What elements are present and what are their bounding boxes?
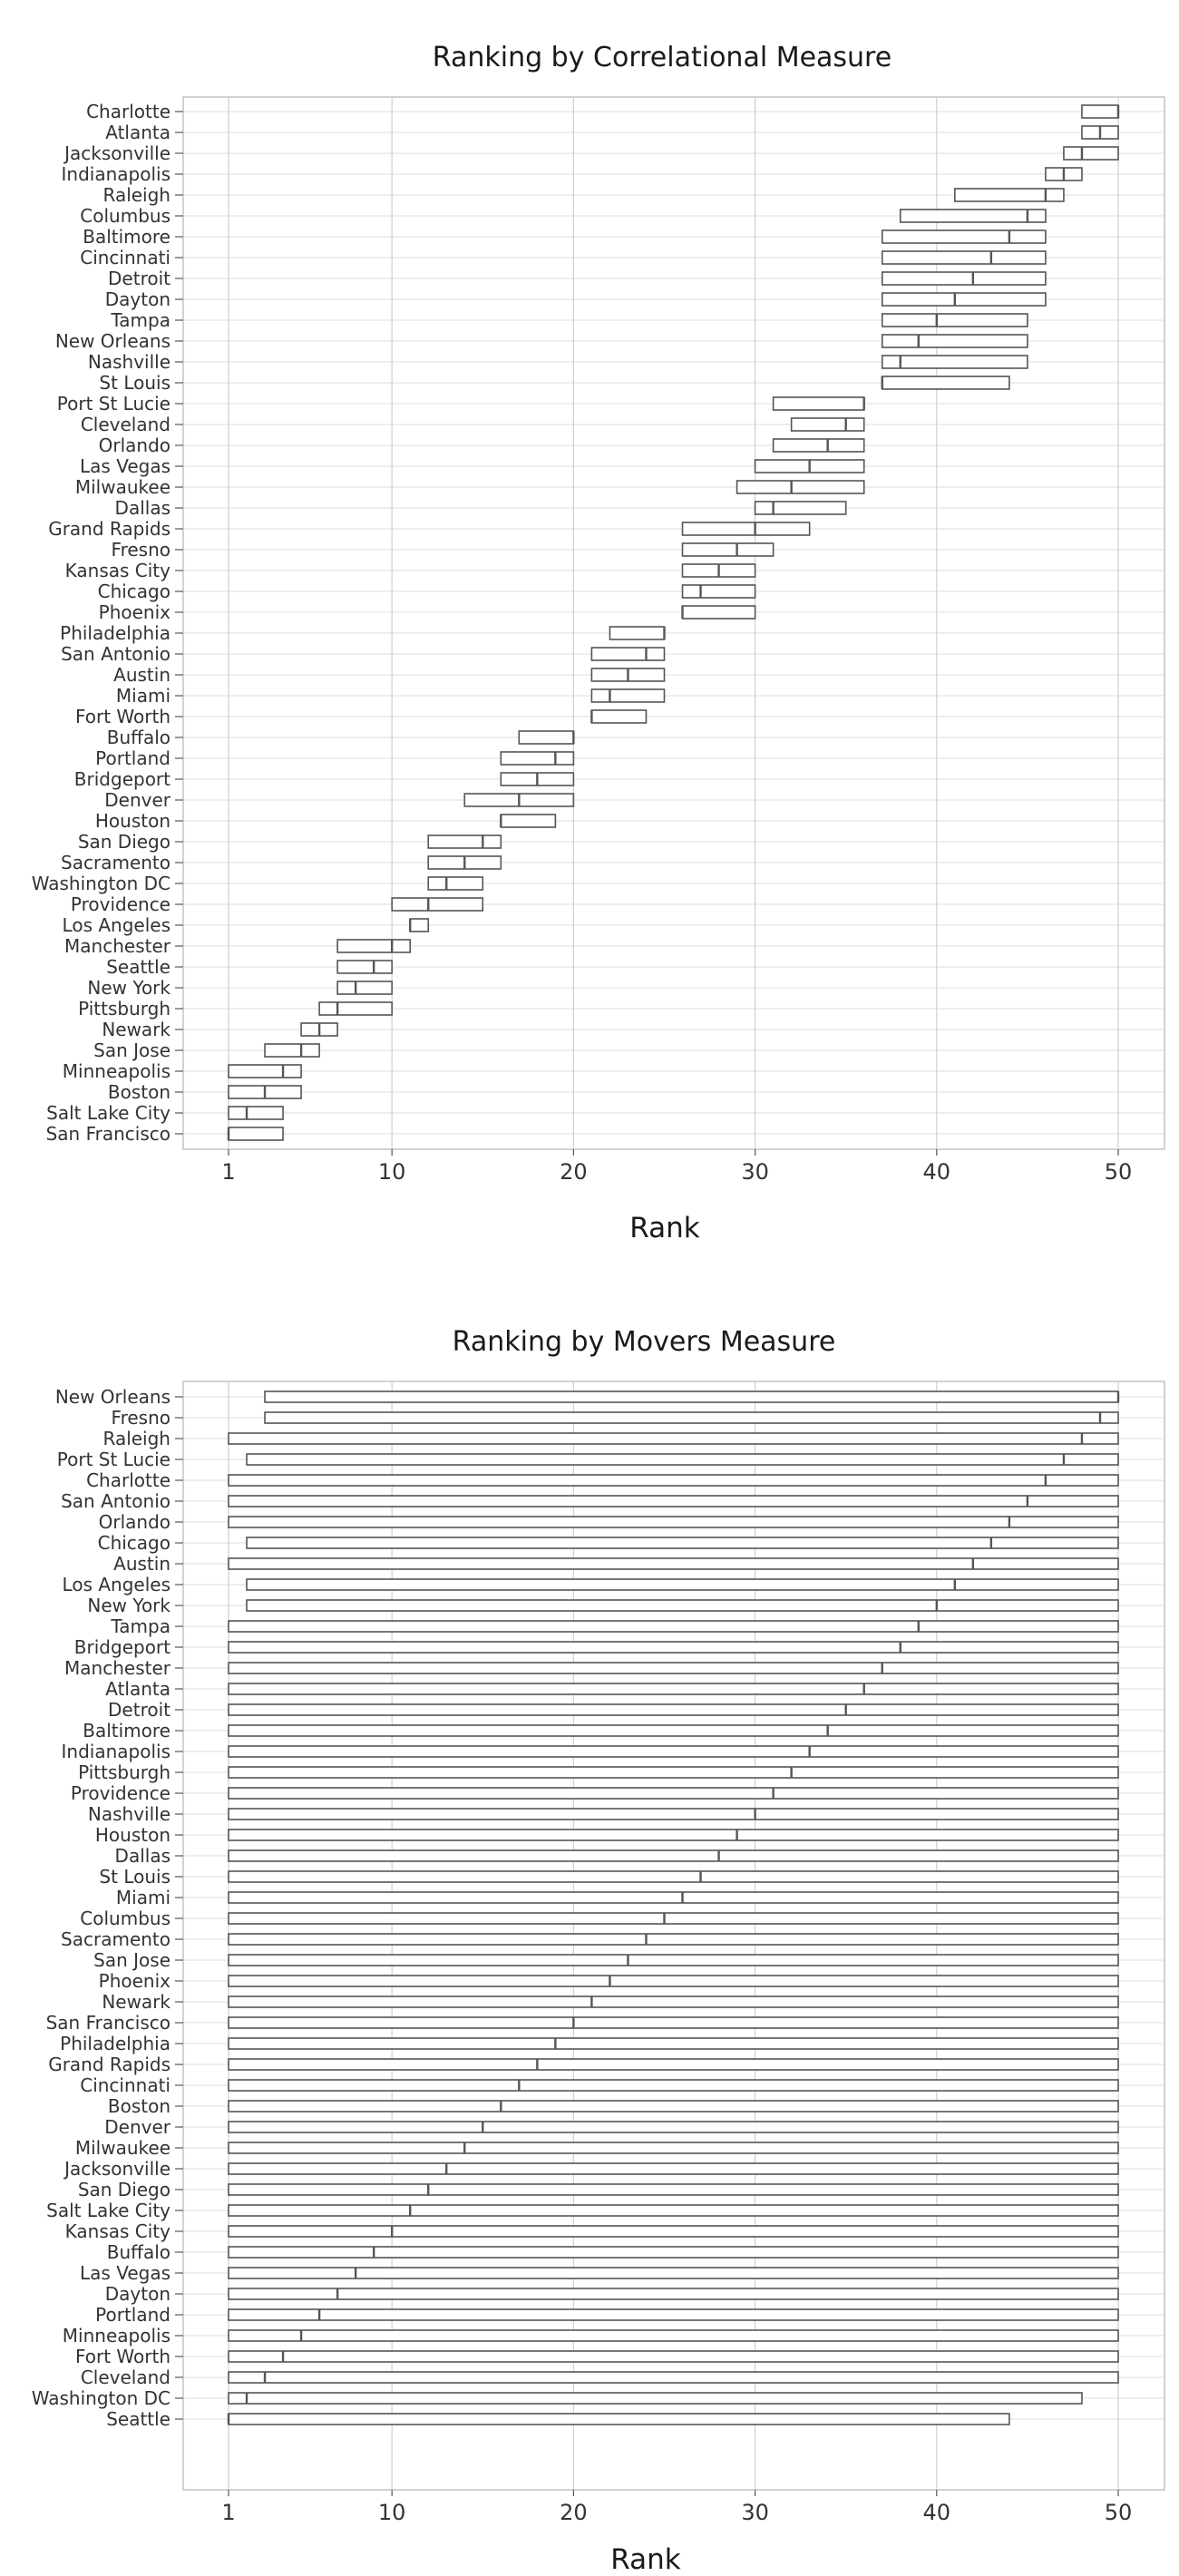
rank-box	[229, 1107, 283, 1119]
rank-box	[609, 627, 664, 639]
x-axis-title: Rank	[629, 1212, 700, 1244]
rank-box	[882, 314, 1028, 327]
city-label: San Francisco	[45, 1123, 171, 1145]
city-label: Baltimore	[83, 1720, 171, 1742]
rank-box	[229, 1892, 1118, 1903]
rank-box	[229, 2414, 1009, 2425]
city-label: Sacramento	[61, 1928, 171, 1950]
city-label: Indianapolis	[61, 163, 171, 185]
city-label: San Jose	[93, 1949, 171, 1971]
rank-box	[229, 1913, 1118, 1924]
rank-box	[265, 1391, 1118, 1402]
rank-box	[229, 1683, 1118, 1694]
city-label: Charlotte	[86, 101, 171, 122]
city-label: Port St Lucie	[56, 1449, 171, 1470]
rank-box	[392, 898, 482, 911]
city-labels	[32, 1386, 183, 2430]
rank-box	[229, 2288, 1118, 2299]
city-label: Pittsburgh	[78, 998, 171, 1020]
rank-box	[683, 522, 810, 535]
city-label: Cleveland	[80, 414, 171, 435]
rank-box	[683, 543, 774, 556]
city-label: Denver	[104, 2116, 171, 2138]
rank-box	[737, 481, 864, 493]
rank-box	[229, 2038, 1118, 2049]
rank-box	[229, 1496, 1118, 1507]
rank-box	[882, 230, 1046, 243]
city-label: Sacramento	[61, 852, 171, 873]
city-label: Minneapolis	[62, 1060, 171, 1082]
rank-box	[229, 2142, 1118, 2153]
city-label: San Antonio	[61, 1490, 171, 1512]
rank-box	[229, 1788, 1118, 1799]
city-label: Washington DC	[31, 2387, 171, 2409]
rank-box	[229, 2163, 1118, 2174]
x-tick-label: 20	[560, 2500, 588, 2525]
city-label: San Francisco	[45, 2012, 171, 2034]
rank-box	[229, 2330, 1118, 2341]
rank-box	[955, 189, 1064, 201]
rank-box	[683, 585, 755, 598]
x-tick-label: 40	[922, 2500, 951, 2525]
city-label: Tampa	[111, 1615, 171, 1637]
rank-box	[774, 397, 864, 410]
city-label: Bridgeport	[73, 1636, 171, 1658]
x-tick-label: 20	[560, 1159, 588, 1185]
rank-box	[337, 940, 410, 952]
rank-box	[1064, 147, 1118, 160]
city-label: Kansas City	[64, 2220, 171, 2242]
rank-box	[229, 2372, 1118, 2383]
rank-box	[247, 1600, 1118, 1611]
rank-box	[247, 1579, 1118, 1590]
x-tick-label: 50	[1104, 2500, 1133, 2525]
rank-box	[337, 961, 392, 973]
rank-box	[229, 2184, 1118, 2195]
rank-box	[229, 1746, 1118, 1757]
rank-box	[755, 502, 846, 514]
x-axis-title: Rank	[610, 2543, 681, 2576]
city-label: Cleveland	[80, 2366, 171, 2388]
city-label: Bridgeport	[73, 768, 171, 790]
city-label: Miami	[115, 1887, 171, 1908]
city-label: Grand Rapids	[48, 518, 171, 540]
city-label: Newark	[102, 1019, 171, 1040]
rank-box	[591, 689, 664, 702]
rank-box	[410, 919, 428, 932]
city-label: Nashville	[87, 1803, 171, 1825]
city-label: Charlotte	[86, 1469, 171, 1491]
city-label: St Louis	[99, 372, 171, 394]
rank-box	[229, 1976, 1118, 1986]
rank-box	[229, 1830, 1118, 1840]
city-label: Milwaukee	[74, 2137, 171, 2159]
city-label: Salt Lake City	[46, 1102, 171, 1124]
city-label: New Orleans	[54, 1386, 171, 1408]
city-label: New York	[87, 1595, 171, 1616]
rank-box	[229, 2351, 1118, 2362]
city-label: Pittsburgh	[78, 1761, 171, 1783]
rank-box	[337, 981, 392, 994]
rank-box	[229, 1642, 1118, 1653]
city-label: San Jose	[93, 1039, 171, 1061]
x-tick-label: 10	[377, 1159, 406, 1185]
rank-box	[229, 1475, 1118, 1486]
city-label: Manchester	[64, 935, 171, 957]
city-label: Newark	[102, 1991, 171, 2013]
city-label: Orlando	[98, 434, 171, 456]
city-label: Fresno	[111, 539, 171, 561]
city-label: Dallas	[114, 497, 171, 519]
rank-box	[229, 1517, 1118, 1527]
city-label: San Diego	[77, 831, 171, 853]
city-label: Raleigh	[102, 184, 171, 206]
city-label: Philadelphia	[60, 2033, 171, 2054]
rank-box	[229, 2247, 1118, 2258]
rank-box	[229, 2309, 1118, 2320]
city-label: Kansas City	[64, 560, 171, 581]
rank-box	[901, 210, 1046, 222]
city-label: Jacksonville	[64, 142, 171, 164]
rank-box	[774, 439, 864, 452]
city-label: Indianapolis	[61, 1741, 171, 1762]
rank-box	[501, 815, 555, 827]
rank-box	[229, 1663, 1118, 1673]
city-label: Boston	[107, 1081, 171, 1103]
city-label: Buffalo	[106, 727, 171, 748]
city-label: Phoenix	[98, 601, 171, 623]
rank-box	[229, 1725, 1118, 1736]
city-label: Portland	[95, 747, 171, 769]
city-label: Las Vegas	[80, 455, 171, 477]
city-label: Washington DC	[31, 873, 171, 894]
city-label: Detroit	[108, 268, 171, 289]
rank-box	[428, 835, 501, 848]
rank-box	[519, 731, 573, 744]
correlational-ranking-chart	[0, 0, 1179, 1270]
city-label: Fort Worth	[74, 706, 171, 727]
city-label: Buffalo	[106, 2241, 171, 2263]
rank-box	[229, 2393, 1082, 2404]
city-label: San Antonio	[61, 643, 171, 665]
x-tick-label: 30	[741, 1159, 769, 1185]
rank-box	[229, 1558, 1118, 1569]
rank-box	[229, 2268, 1118, 2278]
city-label: Portland	[95, 2304, 171, 2326]
city-label: Los Angeles	[62, 1574, 171, 1595]
city-label: Cincinnati	[80, 2074, 171, 2096]
movers-ranking-chart	[0, 1270, 1179, 2576]
x-tick-label: 10	[377, 2500, 406, 2525]
city-label: Raleigh	[102, 1428, 171, 1449]
city-label: Baltimore	[83, 226, 171, 248]
rank-box	[229, 1955, 1118, 1966]
city-labels	[32, 101, 183, 1145]
city-label: Cincinnati	[80, 247, 171, 268]
x-tick-label: 1	[221, 1159, 236, 1185]
rank-box	[229, 2122, 1118, 2132]
rank-box	[229, 2101, 1118, 2112]
rank-box	[229, 1871, 1118, 1882]
rank-box	[882, 293, 1046, 306]
rank-box	[247, 1537, 1118, 1548]
rank-box	[229, 1621, 1118, 1632]
rank-box	[229, 1809, 1118, 1820]
city-label: Phoenix	[98, 1970, 171, 1992]
city-label: San Diego	[77, 2179, 171, 2200]
city-label: Grand Rapids	[48, 2054, 171, 2075]
city-label: Philadelphia	[60, 622, 171, 644]
rank-box	[265, 1412, 1118, 1423]
x-axis-ticks	[221, 1149, 1132, 1185]
rank-box	[229, 1934, 1118, 1945]
city-label: Los Angeles	[62, 914, 171, 936]
rank-box	[591, 710, 646, 723]
city-label: Jacksonville	[64, 2158, 171, 2180]
rank-box	[229, 1433, 1118, 1444]
rank-box	[501, 752, 573, 765]
city-label: Detroit	[108, 1699, 171, 1721]
rank-box	[591, 648, 664, 660]
city-label: Providence	[70, 1782, 171, 1804]
rank-box	[319, 1002, 392, 1015]
city-label: Orlando	[98, 1511, 171, 1533]
rank-box	[683, 606, 755, 619]
x-tick-label: 40	[922, 1159, 951, 1185]
city-label: Atlanta	[105, 122, 171, 143]
city-label: Houston	[94, 810, 171, 832]
rank-box	[229, 1065, 301, 1078]
city-label: Boston	[107, 2095, 171, 2117]
city-label: Las Vegas	[80, 2262, 171, 2284]
city-label: Austin	[113, 1553, 171, 1575]
city-label: Minneapolis	[62, 2325, 171, 2347]
city-label: Fort Worth	[74, 2346, 171, 2367]
rank-box	[882, 335, 1028, 347]
rank-box	[247, 1454, 1118, 1465]
rank-box	[229, 2059, 1118, 2070]
city-label: Dayton	[104, 288, 171, 310]
rank-box	[229, 1850, 1118, 1861]
city-label: Providence	[70, 893, 171, 915]
city-label: Nashville	[87, 351, 171, 373]
rank-box	[229, 2080, 1118, 2091]
city-label: New York	[87, 977, 171, 999]
rank-box	[792, 418, 864, 431]
city-label: Dayton	[104, 2283, 171, 2305]
city-label: Seattle	[106, 2408, 171, 2430]
city-label: Port St Lucie	[56, 393, 171, 415]
rank-box	[229, 2226, 1118, 2237]
city-label: Milwaukee	[74, 476, 171, 498]
city-label: Chicago	[97, 1532, 171, 1554]
city-label: Atlanta	[105, 1678, 171, 1700]
city-label: Denver	[104, 789, 171, 811]
x-axis-ticks	[221, 2490, 1132, 2525]
rank-box	[428, 877, 482, 890]
rank-box	[882, 356, 1028, 368]
city-label: Houston	[94, 1824, 171, 1846]
rank-box	[229, 2205, 1118, 2216]
city-label: Salt Lake City	[46, 2200, 171, 2221]
rank-box	[882, 376, 1009, 389]
rank-box	[1082, 105, 1118, 118]
chart-title: Ranking by Correlational Measure	[432, 42, 892, 73]
rank-box	[229, 1996, 1118, 2007]
chart-title: Ranking by Movers Measure	[452, 1326, 836, 1358]
rank-box	[882, 251, 1046, 264]
rank-box	[229, 1127, 283, 1140]
rank-box	[229, 1704, 1118, 1715]
city-label: Manchester	[64, 1657, 171, 1679]
city-label: Austin	[113, 664, 171, 686]
city-label: Fresno	[111, 1407, 171, 1429]
city-label: Columbus	[80, 205, 171, 227]
x-tick-label: 1	[221, 2500, 236, 2525]
city-label: St Louis	[99, 1866, 171, 1888]
x-tick-label: 30	[741, 2500, 769, 2525]
rank-box	[265, 1044, 319, 1057]
rank-box	[229, 1767, 1118, 1778]
city-label: Dallas	[114, 1845, 171, 1867]
x-tick-label: 50	[1104, 1159, 1133, 1185]
city-label: Tampa	[111, 309, 171, 331]
rank-box	[229, 2017, 1118, 2028]
city-label: Seattle	[106, 956, 171, 978]
city-label: Chicago	[97, 581, 171, 602]
city-label: Columbus	[80, 1908, 171, 1929]
city-label: New Orleans	[54, 330, 171, 352]
rank-box	[882, 272, 1046, 285]
city-label: Miami	[115, 685, 171, 707]
